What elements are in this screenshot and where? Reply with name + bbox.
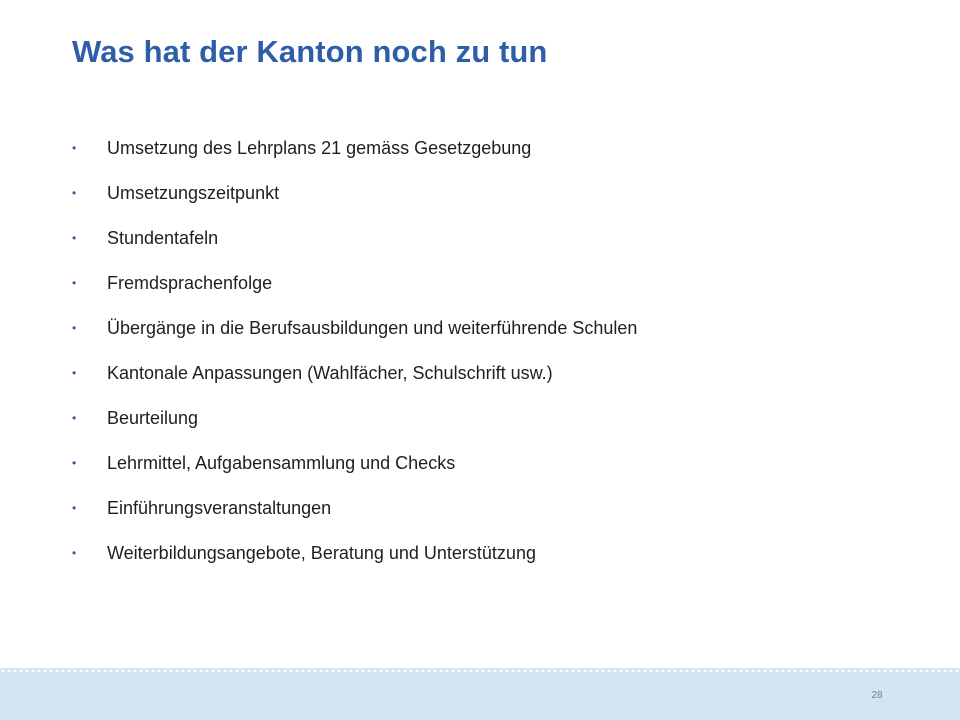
page-number: 28 [871,690,883,701]
bullet-list [72,134,637,584]
bullet-text: Umsetzung des Lehrplans 21 gemäss Gesetzgebung [107,138,532,158]
bullet-item [72,404,637,449]
slide-title: Was hat der Kanton noch zu tun [72,34,548,69]
bullet-text: Weiterbildungsangebote, Beratung und Unterstützung [107,543,536,563]
bullet-text: Umsetzungszeitpunkt [107,183,280,203]
bullet-item [72,449,637,494]
bullet-item [72,134,637,179]
bullet-dot-icon: • [72,501,77,515]
bullet-text: Lehrmittel, Aufgabensammlung und Checks [107,453,456,473]
bullet-text: Beurteilung [107,408,199,428]
bullet-dot-icon: • [72,141,77,155]
bullet-item [72,494,637,539]
bullet-item [72,539,637,584]
bullet-item [72,224,637,269]
bullet-dot-icon: • [72,321,77,335]
bullet-text: Stundentafeln [107,228,219,248]
bullet-text: Übergänge in die Berufsausbildungen und weiterführende Schulen [107,318,638,338]
bullet-dot-icon: • [72,411,77,425]
footer-band [0,672,960,720]
bullet-text: Kantonale Anpassungen (Wahlfächer, Schulschrift usw.) [107,363,553,383]
bullet-item [72,314,637,359]
bullet-dot-icon: • [72,276,77,290]
bullet-dot-icon: • [72,456,77,470]
bullet-dot-icon: • [72,186,77,200]
bullet-item [72,179,637,224]
bullet-item [72,269,637,314]
bullet-text: Fremdsprachenfolge [107,273,273,293]
bullet-dot-icon: • [72,231,77,245]
bullet-dot-icon: • [72,366,77,380]
bullet-item [72,359,637,404]
bullet-text: Einführungsveranstaltungen [107,498,332,518]
bullet-dot-icon: • [72,546,77,560]
